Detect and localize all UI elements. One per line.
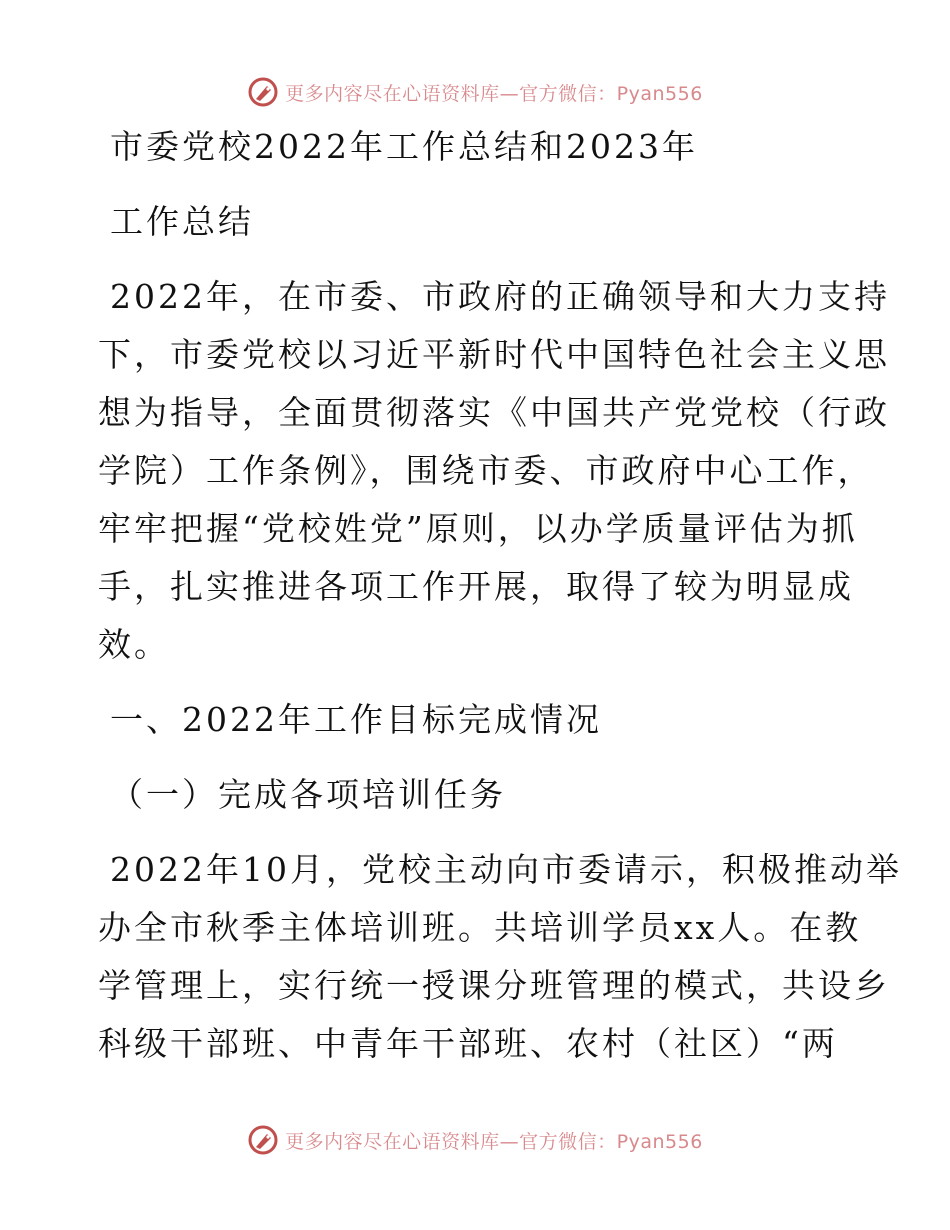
paragraph-line: 办全市秋季主体培训班。共培训学员xx人。在教 [98, 908, 862, 947]
paragraph-line: 下，市委党校以习近平新时代中国特色社会主义思 [98, 335, 890, 374]
paragraph-line: 牢牢把握“党校姓党”原则，以办学质量评估为抓 [98, 509, 858, 548]
paragraph-line: 效。 [98, 625, 170, 664]
paragraph-line: 学院）工作条例》，围绕市委、市政府中心工作， [98, 451, 874, 490]
paragraph-line: 2022年，在市委、市政府的正确领导和大力支持 [110, 277, 890, 316]
watermark-banner-bottom [0, 1120, 950, 1160]
document-body [98, 118, 902, 1073]
document-title-line-2: 工作总结 [110, 202, 254, 241]
pen-nib-circle-icon [247, 76, 279, 108]
section-heading: 一、2022年工作目标完成情况 [110, 700, 602, 739]
subsection-heading: （一）完成各项培训任务 [110, 775, 506, 814]
watermark-text: 更多内容尽在心语资料库—官方微信：Pyan556 [285, 1130, 703, 1153]
paragraph-line: 2022年10月，党校主动向市委请示，积极推动举 [110, 850, 902, 889]
watermark-banner-top [0, 72, 950, 112]
paragraph-line: 想为指导，全面贯彻落实《中国共产党党校（行政 [98, 393, 890, 432]
paragraph-line: 学管理上，实行统一授课分班管理的模式，共设乡 [98, 966, 890, 1005]
paragraph-line: 科级干部班、中青年干部班、农村（社区）“两 [98, 1024, 838, 1063]
pen-nib-circle-icon [247, 1124, 279, 1156]
paragraph-line: 手，扎实推进各项工作开展，取得了较为明显成 [98, 567, 854, 606]
paragraph-training [98, 841, 902, 1073]
document-title-line-1: 市委党校2022年工作总结和2023年 [110, 127, 698, 166]
paragraph-intro [98, 268, 890, 674]
watermark-text: 更多内容尽在心语资料库—官方微信：Pyan556 [285, 82, 703, 105]
